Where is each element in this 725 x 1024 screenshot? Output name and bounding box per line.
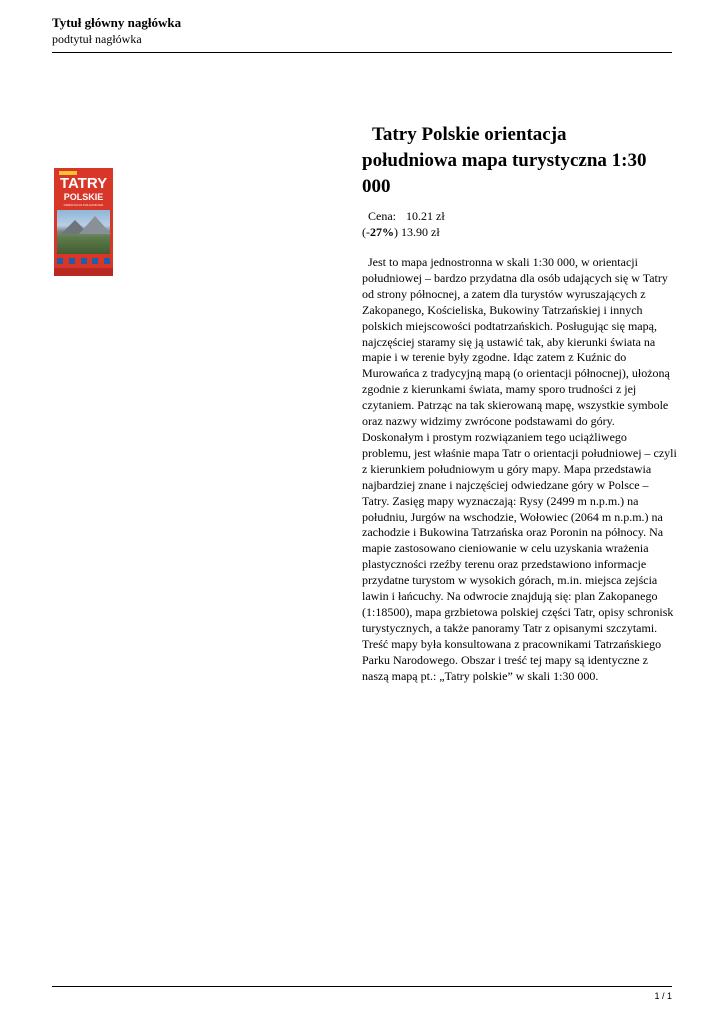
- original-price: 13.90 zł: [401, 225, 440, 239]
- price-label: Cena:: [368, 209, 396, 223]
- feature-icon: [69, 258, 75, 264]
- cover-feature-icons: [57, 258, 110, 264]
- price-value: 10.21 zł: [406, 209, 445, 223]
- feature-icon: [57, 258, 63, 264]
- product-cover-image: [54, 168, 113, 276]
- product-description: Jest to mapa jednostronna w skali 1:30 000, w orientacji południowej – bardzo przydatna dla osób udających się w Tatry od strony północnej, a zatem dla turystów wyruszających z Zakopanego, Kościeliska, Bukowiny Tatrzańskiej i innych polskich miejscowości podtatrzańskich. Posługując się mapą, najczęściej staramy się ją ustawić tak, aby kierunki świata na mapie i w terenie były zgodne. Idąc zatem z Kuźnic do Murowańca z tradycyjną mapą (o orientacji północnej), ułożoną zgodnie z kierunkami świata, mamy sporo trudności z jej czytaniem. Patrząc na tak skierowaną mapę, wszystkie symbole oraz nazwy widzimy zwrócone podstawami do góry. Doskonałym i prostym rozwiązaniem tego uciążliwego problemu, jest właśnie mapa Tatr o orientacji południowej – czyli z kierunkiem południowym u góry mapy. Mapa przedstawia najbardziej znane i najczęściej odwiedzane góry w Polsce – Tatry. Zasięg mapy wyznaczają: Rysy (2499 m n.p.m.) na południu, Jurgów na wschodzie, Wołowiec (2064 m n.p.m.) na zachodzie i Bukowina Tatrzańska oraz Poronin na północy. Na mapie zastosowano cieniowanie w celu uzyskania wrażenia plastyczności rzeźby terenu oraz przedstawiono informacje przydatne turystom w wysokich górach, m.in. miejsca zejścia lawin i łańcuchy. Na odwrocie znajdują się: plan Zakopanego (1:18500), mapa grzbietowa polskiej części Tatr, opisy schronisk turystycznych, a także panoramy Tatr z opisanymi szczytami. Treść mapy była konsultowana z pracownikami Tatrzańskiego Parku Narodowego. Obszar i treść tej mapy są identyczne z naszą mapą pt.: „Tatry polskie” w skali 1:30 000.: [362, 255, 677, 683]
- cover-tagline: ORIENTACJA POŁUDNIOWA: [63, 203, 104, 207]
- header-subtitle: podtytuł nagłówka: [52, 32, 142, 46]
- cover-mountain-photo: [57, 210, 110, 254]
- page-header: [52, 14, 672, 48]
- page-number: 1 / 1: [654, 991, 672, 1001]
- discount-open: (-: [362, 225, 370, 239]
- price-block: [362, 208, 662, 240]
- feature-icon: [104, 258, 110, 264]
- feature-icon: [81, 258, 87, 264]
- footer-divider: [52, 986, 672, 987]
- product-title: Tatry Polskie orientacja południowa mapa turystyczna 1:30 000: [362, 124, 647, 197]
- header-title: Tytuł główny nagłówka: [52, 15, 182, 30]
- feature-icon: [92, 258, 98, 264]
- discount-percent: 27%: [370, 225, 394, 239]
- current-price-row: [362, 208, 662, 224]
- header-divider: [52, 52, 672, 53]
- cover-bottom-strip: [54, 268, 113, 276]
- original-price-row: [362, 224, 662, 240]
- discount-close: ): [394, 225, 398, 239]
- cover-title-line2: POLSKIE: [63, 192, 104, 202]
- cover-title-line1: TATRY: [59, 175, 108, 192]
